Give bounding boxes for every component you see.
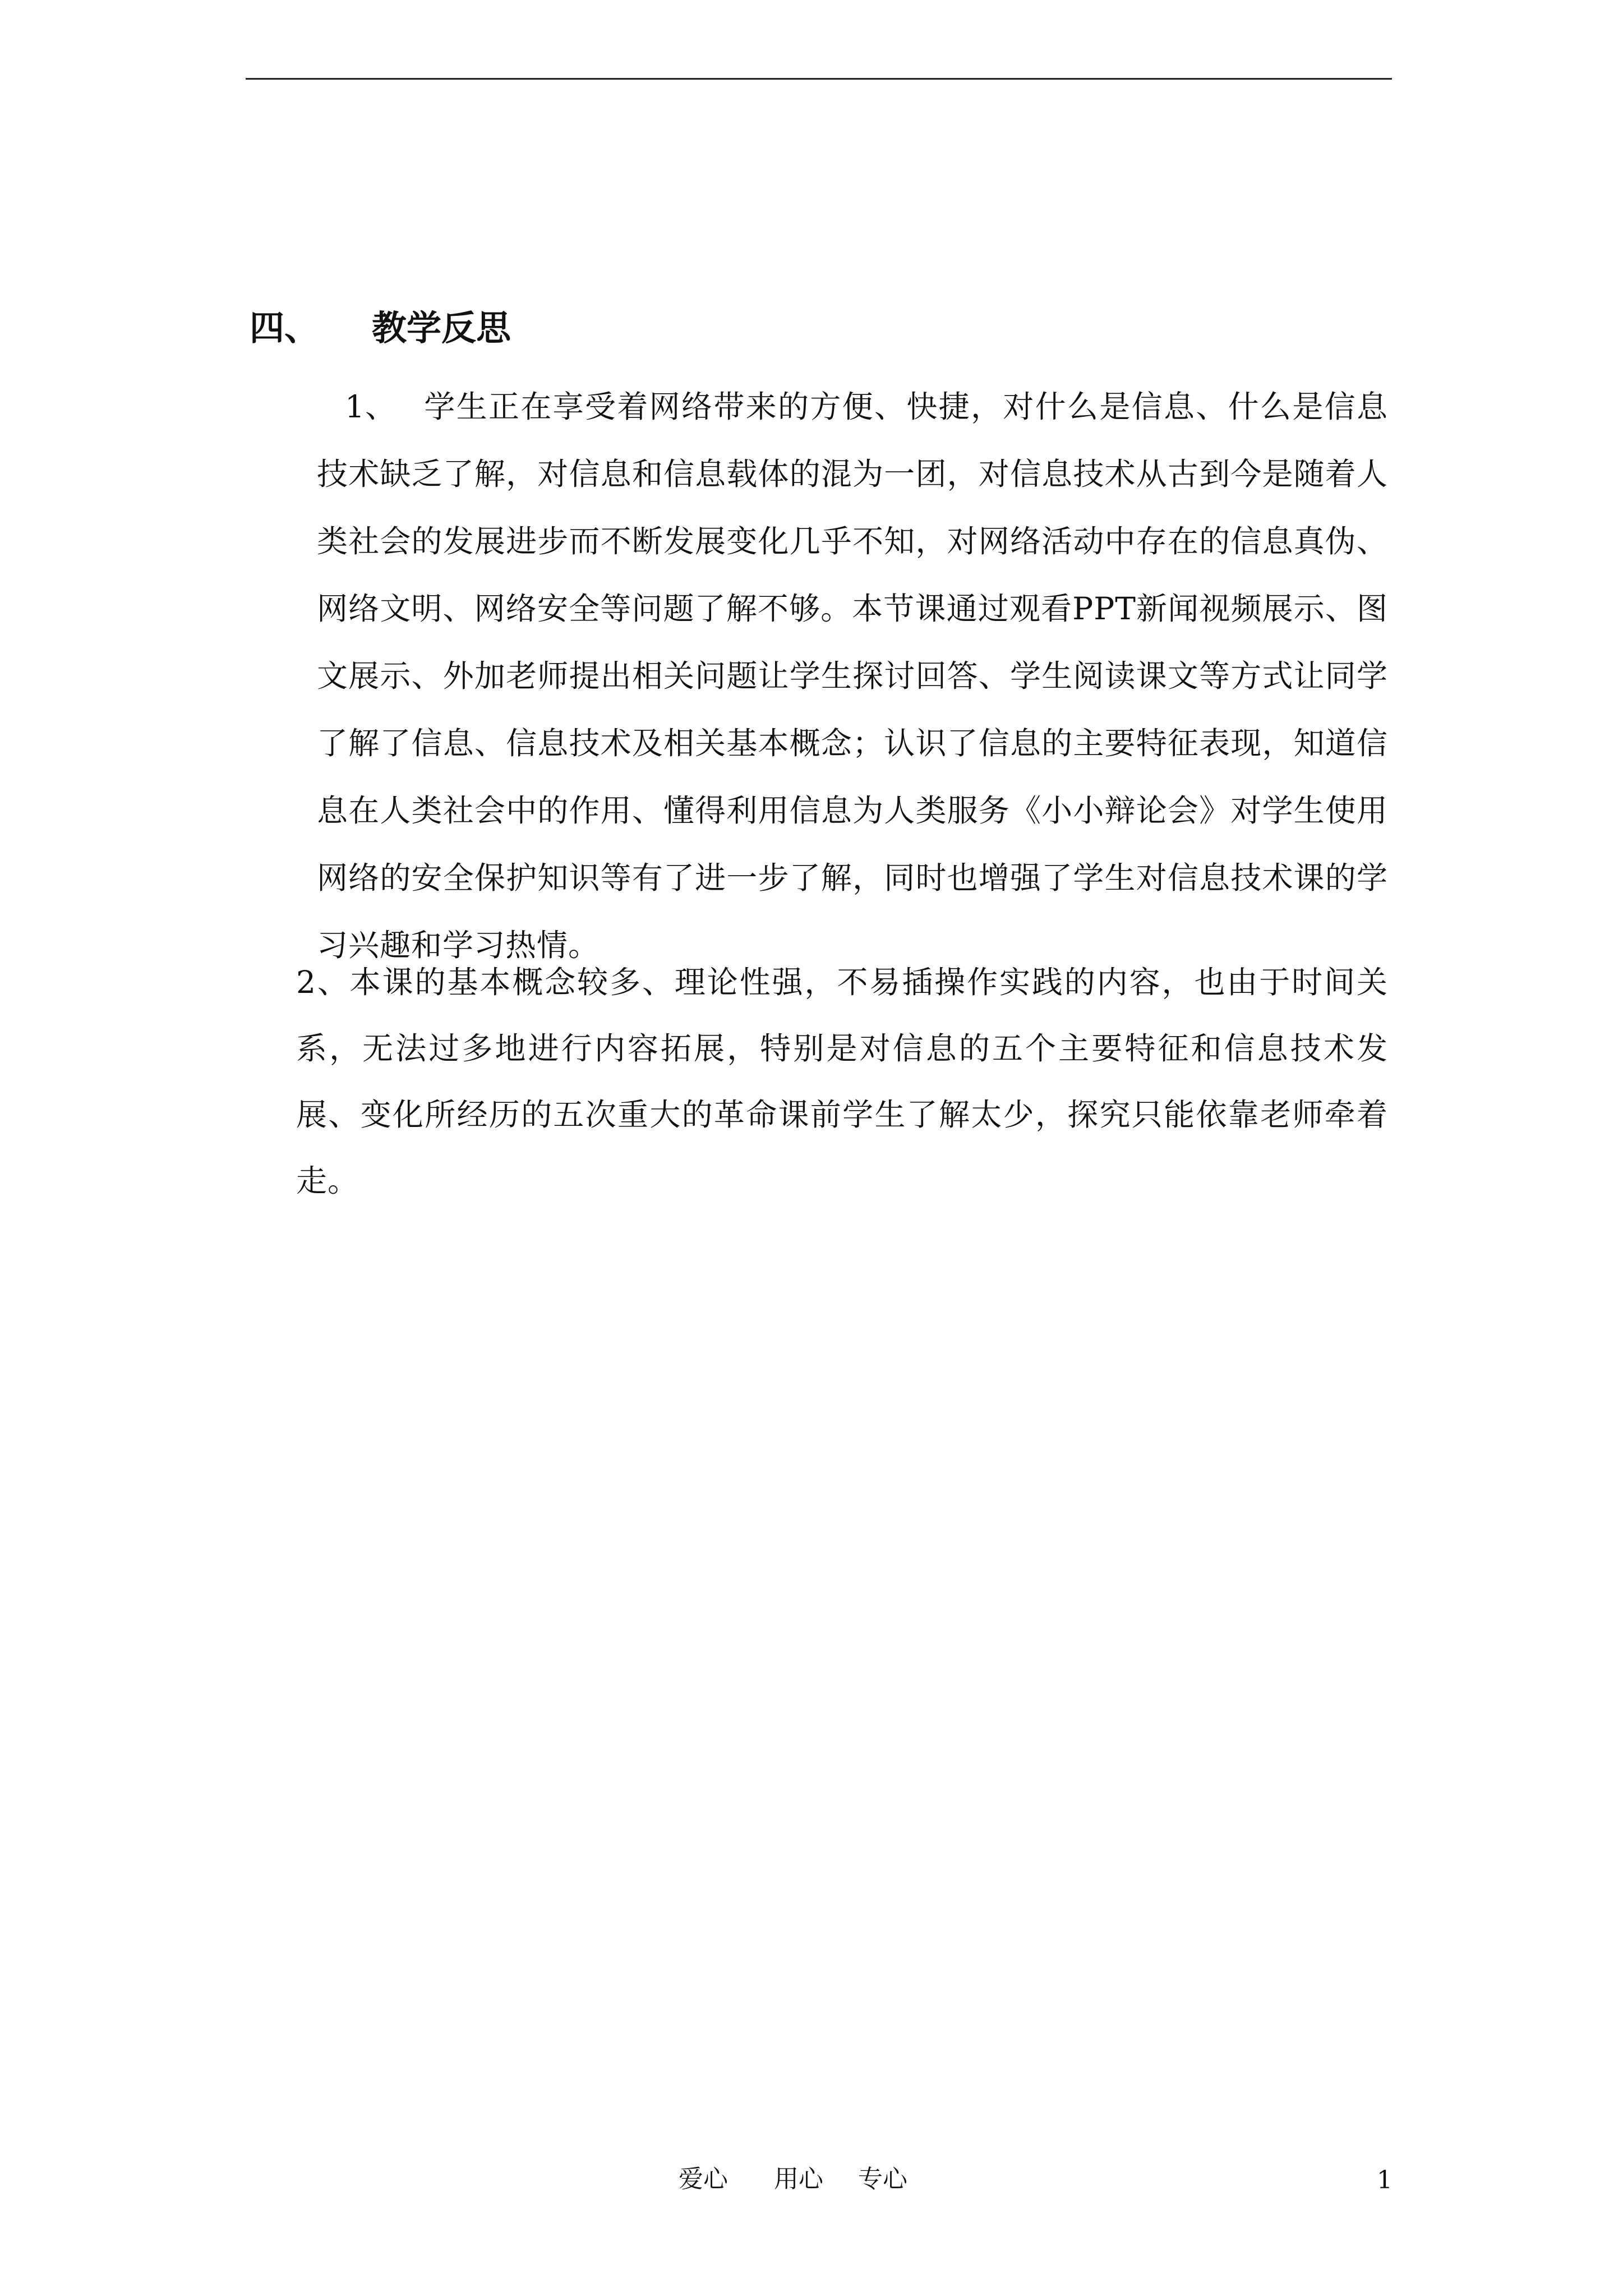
footer-motto xyxy=(679,2160,907,2199)
footer-motto-1: 爱心 xyxy=(679,2165,728,2193)
footer-motto-2: 用心 xyxy=(774,2165,823,2193)
item-text: 学生正在享受着网络带来的方便、快捷，对什么是信息、什么是信息技术缺乏了解，对信息和信息载体的混为一团，对信息技术从古到今是随着人类社会的发展进步而不断发展变化几乎不知，对网络活动中存在的信息真伪、网络文明、网络安全等问题了解不够。本节课通过观看PPT新闻视频展示、图文展示、外加老师提出相关问题让学生探讨回答、学生阅读课文等方式让同学了解了信息、信息技术及相关基本概念；认识了信息的主要特征表现，知道信息在人类社会中的作用、懂得利用信息为人类服务《小小辩论会》对学生使用网络的安全保护知识等有了进一步了解，同时也增强了学生对信息技术课的学习兴趣和学习热情。 xyxy=(317,389,1388,963)
page-number: 1 xyxy=(1377,2166,1393,2194)
header-rule xyxy=(246,78,1392,80)
reflection-item-2 xyxy=(296,949,1388,1214)
reflection-item-1 xyxy=(317,373,1388,979)
item-text: 2、本课的基本概念较多、理论性强，不易插操作实践的内容，也由于时间关系，无法过多地进行内容拓展，特别是对信息的五个主要特征和信息技术发展、变化所经历的五次重大的革命课前学生了解太少，探究只能依靠老师牵着走。 xyxy=(296,964,1388,1199)
section-heading xyxy=(250,297,511,359)
section-title: 教学反思 xyxy=(372,307,511,348)
footer-motto-3: 专心 xyxy=(858,2165,907,2193)
section-number: 四、 xyxy=(250,307,320,348)
item-marker: 1、 xyxy=(345,389,396,425)
